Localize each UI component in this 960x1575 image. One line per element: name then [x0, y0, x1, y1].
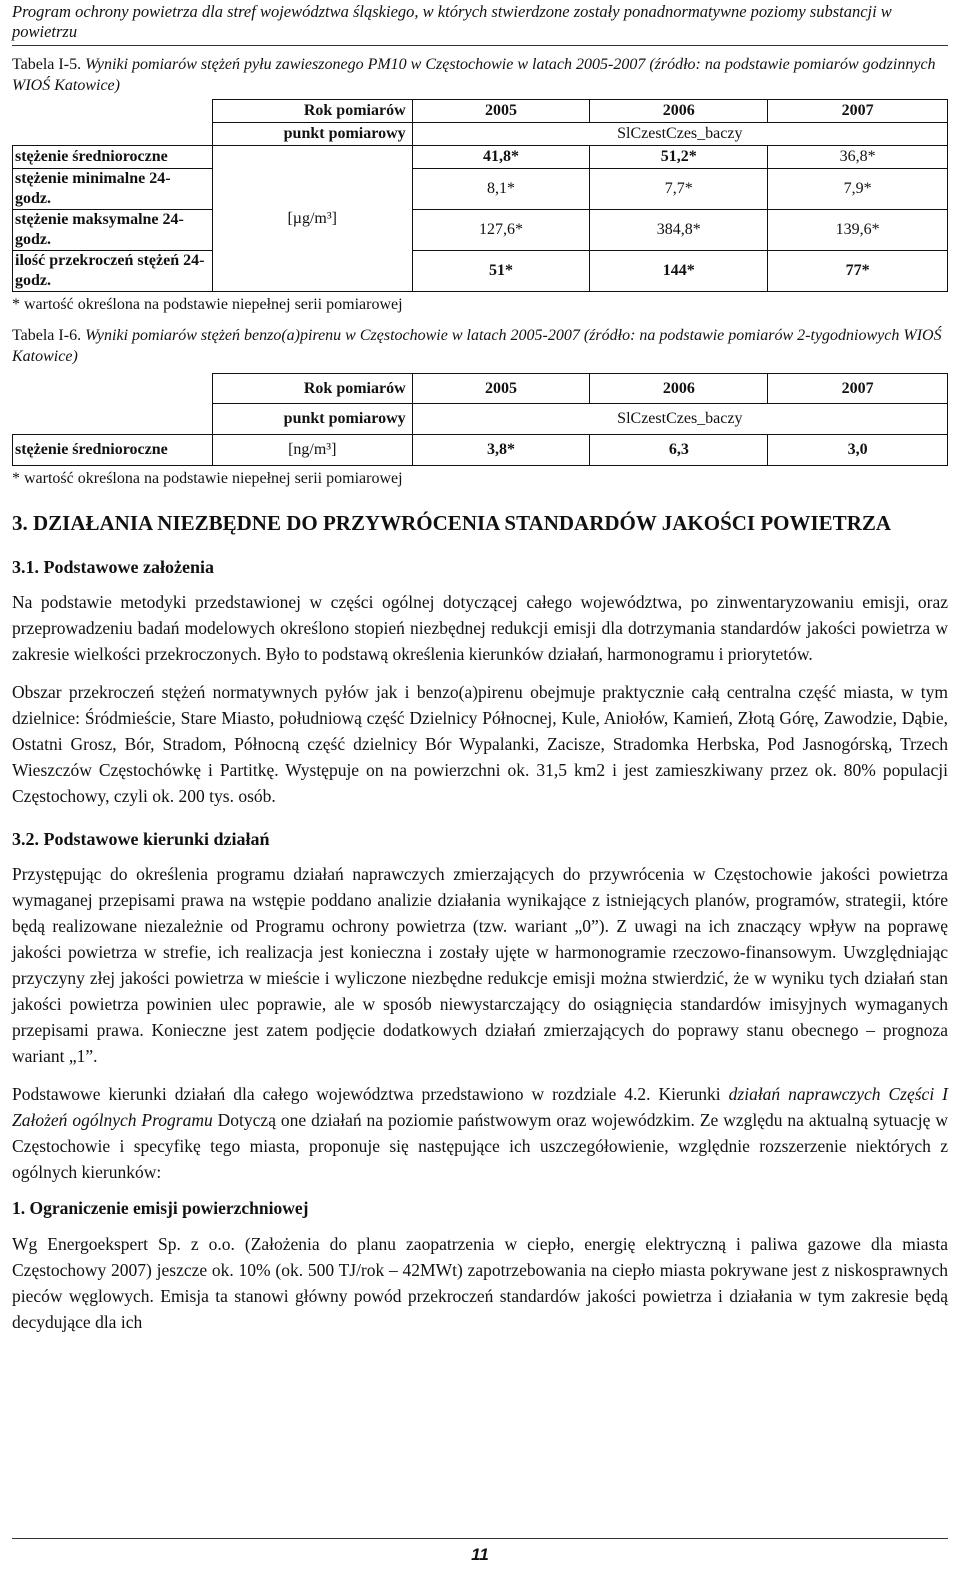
value-cell: 51,2*	[590, 146, 768, 169]
table2-caption	[12, 325, 948, 367]
year-header: Rok pomiarów	[212, 100, 412, 123]
value-cell: 7,7*	[590, 169, 768, 210]
year-cell: 2006	[590, 374, 768, 404]
table-row	[13, 100, 948, 123]
value-cell: 3,8*	[412, 434, 590, 465]
value-cell: 8,1*	[412, 169, 590, 210]
value-cell: 384,8*	[590, 210, 768, 251]
row-label: stężenie maksymalne 24-godz.	[13, 210, 213, 251]
running-header: Program ochrony powietrza dla stref województwa śląskiego, w których stwierdzone zostały ponadnormatywne poziomy substancji w powietrzu	[12, 2, 948, 46]
table-row	[13, 374, 948, 404]
value-cell: 144*	[590, 251, 768, 292]
list-item: 1. Ograniczenie emisji powierzchniowej	[12, 1197, 309, 1218]
value-cell: 127,6*	[412, 210, 590, 251]
row-label: ilość przekroczeń stężeń 24-godz.	[13, 251, 213, 292]
document-page	[12, 0, 948, 1344]
year-cell: 2007	[768, 100, 948, 123]
subsection-title: 3.1. Podstawowe założenia	[12, 556, 214, 577]
table-row	[13, 169, 948, 210]
year-cell: 2007	[768, 374, 948, 404]
table-row	[13, 210, 948, 251]
value-cell: 51*	[412, 251, 590, 292]
year-cell: 2005	[412, 374, 590, 404]
paragraph: Wg Energoekspert Sp. z o.o. (Założenia do planu zaopatrzenia w ciepło, energię elektryczną i paliwa gazowe dla miasta Częstochowy 2007) jeszcze ok. 10% (ok. 500 TJ/rok – 42MWt) zapotrzebowania na ciepło miasta pokrywane jest z niskosprawnych pieców węglowych. Emisja ta stanowi główny powód przekroczeń standardów jakości powietrza i działania w tym zakresie będą decydujące dla ich	[12, 1233, 948, 1332]
table2-footnote: * wartość określona na podstawie niepełnej serii pomiarowej	[12, 469, 403, 487]
table1-caption	[12, 54, 948, 96]
page-number: 11	[471, 1545, 489, 1564]
value-cell: 36,8*	[768, 146, 948, 169]
paragraph: Obszar przekroczeń stężeń normatywnych pyłów jak i benzo(a)pirenu obejmuje praktycznie całą centralna część miasta, w tym dzielnice: Śródmieście, Stare Miasto, południową część Dzielnicy Północnej, Kule, Aniołów, Kamień, Złotą Górę, Zawodzie, Dąbie, Ostatni Grosz, Bór, Stradom, Północną część dzielnicy Bór Wypalanki, Zacisze, Stradomka Herbska, Pod Jasnogórską, Trzech Wieszczów Częstochówkę i Partitkę. Występuje on na powierzchni ok. 31,5 km2 i jest zamieszkiwany przez ok. 80% populacji Częstochowy, czyli ok. 200 tys. osób.	[12, 681, 948, 806]
table-row	[13, 404, 948, 435]
table-row	[13, 434, 948, 465]
station-cell: SlCzestCzes_baczy	[412, 404, 947, 435]
row-label: stężenie minimalne 24-godz.	[13, 169, 213, 210]
value-cell: 77*	[768, 251, 948, 292]
paragraph: Na podstawie metodyki przedstawionej w części ogólnej dotyczącej całego województwa, po zinwentaryzowaniu emisji, oraz przeprowadzeniu badań modelowych określono stopień niezbędnej redukcji emisji dla dotrzymania standardów jakości powietrza w zakresie wielkości przekroczonych. Było to podstawą określenia kierunków działań, harmonogramu i priorytetów.	[12, 591, 948, 664]
station-cell: SlCzestCzes_baczy	[412, 123, 947, 146]
table2-caption-text: Wyniki pomiarów stężeń benzo(a)pirenu w Częstochowie w latach 2005-2007 (źródło: na podstawie pomiarów 2-tygodniowych WIOŚ Katowice)	[12, 327, 942, 365]
value-cell: 139,6*	[768, 210, 948, 251]
table-row	[13, 251, 948, 292]
table-row	[13, 123, 948, 146]
year-header: Rok pomiarów	[212, 374, 412, 404]
section-title: 3. DZIAŁANIA NIEZBĘDNE DO PRZYWRÓCENIA STANDARDÓW JAKOŚCI POWIETRZA	[12, 510, 892, 535]
value-cell: 3,0	[768, 434, 948, 465]
row-label: stężenie średnioroczne	[13, 146, 213, 169]
value-cell: 41,8*	[412, 146, 590, 169]
table2-caption-label: Tabela I-6.	[12, 327, 82, 344]
table-pm10	[12, 99, 948, 292]
paragraph-italic-text: działań naprawczych Części I Założeń ogólnych Programu	[12, 1083, 948, 1130]
table-bap	[12, 373, 948, 466]
subsection-title: 3.2. Podstawowe kierunki działań	[12, 828, 270, 849]
year-cell: 2005	[412, 100, 590, 123]
table1-caption-text: Wyniki pomiarów stężeń pyłu zawieszonego PM10 w Częstochowie w latach 2005-2007 (źródło: na podstawie pomiarów godzinnych WIOŚ Katowice)	[12, 56, 936, 94]
table1-caption-label: Tabela I-5.	[12, 56, 82, 73]
table-row	[13, 146, 948, 169]
footer-rule	[12, 1538, 948, 1539]
paragraph-text: Dotyczą one działań na poziomie państwowym oraz wojewódzkim. Ze względu na aktualną sytuację w Częstochowie i specyfikę tego miasta, proponuje się następujące ich uszczegółowienie, względnie rozszerzenie niektórych z ogólnych kierunków:	[12, 1109, 948, 1182]
paragraph: Przystępując do określenia programu działań naprawczych zmierzających do przywrócenia w Częstochowie jakości powietrza wymaganej przepisami prawa na wstępie poddano analizie działania wynikające z istniejących planów, programów, strategii, które będą realizowane niezależnie od Programu ochrony powietrza (tzw. wariant „0”). Z uwagi na ich znaczący wpływ na poprawę jakości powietrza w strefie, ich realizacja jest konieczna i zostały ujęte w harmonogramie rzeczowo-finansowym. Uwzględniając przyczyny złej jakości powietrza w mieście i wyliczone niezbędne redukcje emisji można stwierdzić, że w wyniku tych działań stan jakości powietrza powinien ulec poprawie, ale w sposób niewystarczający do osiągnięcia standardów imisyjnych wymaganych przepisami prawa. Konieczne jest zatem podjęcie dodatkowych działań zmierzających do poprawy stanu obecnego – prognoza wariant „1”.	[12, 863, 948, 1066]
year-cell: 2006	[590, 100, 768, 123]
paragraph-text: Podstawowe kierunki działań dla całego województwa przedstawiono w rozdziale 4.2. Kierunki	[12, 1083, 729, 1104]
station-header: punkt pomiarowy	[212, 123, 412, 146]
row-label: stężenie średnioroczne	[13, 434, 213, 465]
unit-cell: [ng/m³]	[212, 434, 412, 465]
station-header: punkt pomiarowy	[212, 404, 412, 435]
table1-footnote: * wartość określona na podstawie niepełnej serii pomiarowej	[12, 296, 403, 313]
unit-cell: [µg/m³]	[212, 146, 412, 292]
value-cell: 6,3	[590, 434, 768, 465]
value-cell: 7,9*	[768, 169, 948, 210]
paragraph	[12, 1081, 948, 1185]
